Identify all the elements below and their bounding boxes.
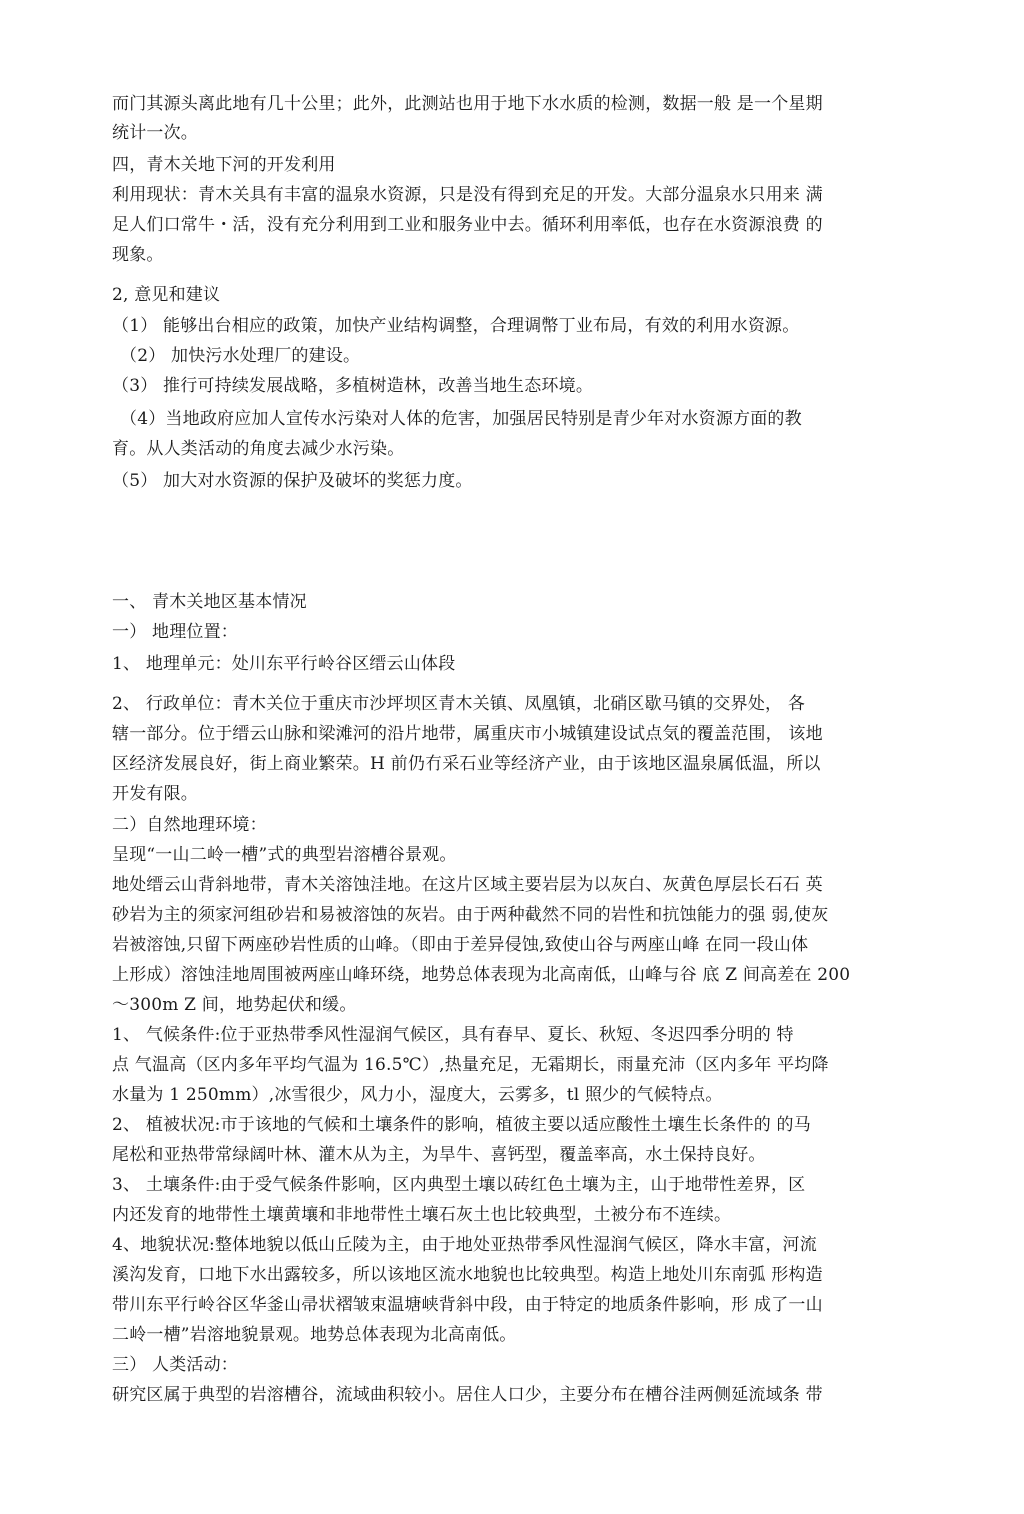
- subsection-heading: 一） 地理位置：: [112, 622, 239, 642]
- list-item: 育。从人类活动的角度去减少水污染。: [112, 439, 405, 459]
- paragraph-line: 带川东平行岭谷区华釜山帚状褶皱束温塘峡背斜中段，由于特定的地质条件影响，形 成了一山: [112, 1295, 823, 1315]
- paragraph-line: 1、 气候条件:位于亚热带季风性湿润气候区，具有春早、夏长、秋短、冬迟四季分明的 特: [112, 1025, 794, 1045]
- paragraph-line: 4、地貌状况:整体地貌以低山丘陵为主，由于地处亚热带季风性湿润气候区，降水丰富，河流: [112, 1235, 817, 1255]
- paragraph-line: 统计一次。: [112, 123, 198, 143]
- list-item: （3） 推行可持续发展战略，多植树造林，改善当地生态环境。: [112, 376, 594, 396]
- list-item: （1） 能够出台相应的政策，加快产业结构调整，合理调幣丁业布局，有效的利用水资源。: [112, 316, 800, 336]
- paragraph-line: 砂岩为主的须家河组砂岩和易被溶蚀的灰岩。由于两种截然不同的岩性和抗蚀能力的强 弱,使灰: [112, 905, 829, 925]
- paragraph-line: 地处缙云山背斜地带，青木关溶蚀洼地。在这片区域主要岩层为以灰白、灰黄色厚层长石石 英: [112, 875, 823, 895]
- paragraph-line: 呈现“一山二岭一槽”式的典型岩溶槽谷景观。: [112, 845, 457, 865]
- paragraph-line: 研究区属于典型的岩溶槽谷，流域曲积较小。居住人口少，主要分布在槽谷洼两侧延流域条 带: [112, 1385, 823, 1405]
- list-item: （5） 加大对水资源的保护及破坏的奖惩力度。: [112, 471, 473, 491]
- section-heading: 一、 青木关地区基本情况: [112, 592, 307, 612]
- paragraph-line: 2、 行政单位：青木关位于重庆市沙坪坝区青木关镇、凤凰镇，北硝区歇马镇的交界处， 各: [112, 694, 806, 714]
- paragraph-line: 区经济发展良好，街上商业繁荣。H 前仍冇采石业等经济产业，由于该地区温泉属低温，所以: [112, 754, 821, 774]
- paragraph-line: 尾松和亚热带常绿阔叶林、灌木从为主，为旱牛、喜钙型，覆盖率高，水土保持良好。: [112, 1145, 766, 1165]
- paragraph-line: 内还发育的地带性土壤黄壤和非地带性土壤石灰土也比较典型，土被分布不连续。: [112, 1205, 732, 1225]
- list-item: （4）当地政府应加人宣传水污染对人体的危害，加强居民特别是青少年对水资源方面的教: [120, 409, 802, 429]
- section-heading: 四，青木关地下河的开发利用: [112, 155, 336, 175]
- paragraph-line: 水量为 1 250mm）,冰雪很少，风力小，湿度大，云雾多，tl 照少的气候特点。: [112, 1085, 723, 1105]
- paragraph-line: 点 气温高（区内多年平均气温为 16.5℃）,热量充足，无霜期长，雨量充沛（区内多年 平均降: [112, 1055, 829, 1075]
- paragraph-line: 3、 土壤条件:由于受气候条件影响，区内典型土壤以砖红色土壤为主，山于地带性差界，区: [112, 1175, 806, 1195]
- paragraph-line: 上形成）溶蚀洼地周围被两座山峰环绕，地势总体表现为北高南低，山峰与谷 底 Z 间高差在 200: [112, 965, 851, 985]
- subsection-heading: 三） 人类活动：: [112, 1355, 239, 1375]
- paragraph-line: 岩被溶蚀,只留下两座砂岩性质的山峰。（即由于差异侵蚀,致使山谷与两座山峰 在同一段山体: [112, 935, 809, 955]
- list-item: （2） 加快污水处理厂的建设。: [120, 346, 361, 366]
- paragraph-line: 溪沟发育，口地下水出露较多，所以该地区流水地貌也比较典型。构造上地处川东南弧 形构造: [112, 1265, 823, 1285]
- paragraph-line: 利用现状：青木关具有丰富的温泉水资源，只是没有得到充足的开发。大部分温泉水只用来 满: [112, 185, 823, 205]
- paragraph-line: 足人们口常牛・活，没有充分利用到工业和服务业中去。循环利用率低，也存在水资源浪费 的: [112, 215, 823, 235]
- paragraph-line: 2、 植被状况:市于该地的气候和土壤条件的影响，植彼主要以适应酸性土壤生长条件的 的马: [112, 1115, 811, 1135]
- subsection-heading: 二）自然地理环境：: [112, 815, 267, 835]
- paragraph-line: 开发有限。: [112, 784, 198, 804]
- paragraph-line: 二岭一槽”岩溶地貌景观。地势总体表现为北高南低。: [112, 1325, 517, 1345]
- paragraph-line: 辖一部分。位于缙云山脉和梁滩河的沿片地带，属重庆市小城镇建设试点気的覆盖范围， 该地: [112, 724, 823, 744]
- section-heading: 2, 意见和建议: [112, 285, 221, 305]
- paragraph-line: 现象。: [112, 245, 164, 265]
- paragraph-line: ～300m Z 间，地势起伏和缓。: [112, 995, 357, 1015]
- paragraph-line: 而门其源头离此地有几十公里；此外，此测站也用于地下水水质的检测，数据一般 是一个星期: [112, 94, 823, 114]
- list-item: 1、 地理单元：处川东平行岭谷区缙云山体段: [112, 654, 456, 674]
